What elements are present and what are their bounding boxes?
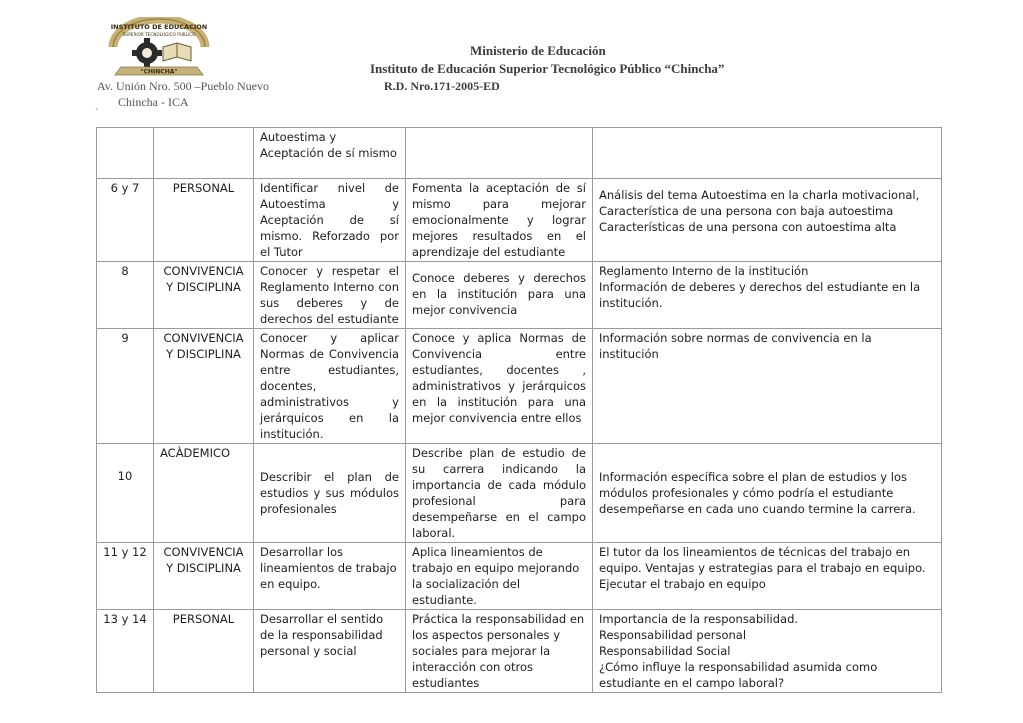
area-cell: ACÀDEMICO (154, 444, 254, 543)
session-number-cell: 11 y 12 (97, 543, 154, 610)
area-cell: CONVIVENCIA Y DISCIPLINA (154, 262, 254, 329)
session-number-cell: 9 (97, 329, 154, 444)
achievement-cell: Práctica la responsabilidad en los aspectos personales y sociales para mejorar la interacción con otros estudiantes (406, 610, 593, 693)
session-number-cell: 13 y 14 (97, 610, 154, 693)
objective-cell: Identificar nivel de Autoestima y Aceptación de sí mismo. Reforzado por el Tutor (254, 179, 406, 262)
content-line: Análisis del tema Autoestima en la charla motivacional, (599, 188, 920, 202)
content-cell (593, 179, 942, 262)
content-line: Características de una persona con autoestima alta (599, 220, 897, 234)
content-cell (593, 262, 942, 329)
objective-cell: Describir el plan de estudios y sus módulos profesionales (254, 444, 406, 543)
book-icon (163, 43, 191, 61)
area-cell: PERSONAL (154, 610, 254, 693)
content-cell (593, 329, 942, 444)
content-line: Característica de una persona con baja autoestima (599, 204, 894, 218)
table-row (97, 128, 942, 179)
logo-sub-text: SUPERIOR TECNOLOGICO PUBLICO (122, 32, 196, 37)
content-line: Información específica sobre el plan de estudios y los módulos profesionales y cómo podría el estudiante desempeñarse en cada uno cuando termine la carrera. (599, 470, 916, 516)
table-row (97, 262, 942, 329)
content-cell (593, 610, 942, 693)
achievement-cell: Describe plan de estudio de su carrera indicando la importancia de cada módulo profesional para desempeñarse en el campo laboral. (406, 444, 593, 543)
institution-logo (107, 17, 211, 85)
achievement-cell (406, 128, 593, 179)
content-line: Responsabilidad personal (599, 628, 747, 642)
content-line: El tutor da los lineamientos de técnicas del trabajo en equipo. Ventajas y estrategias para el trabajo en equipo. (599, 545, 926, 575)
table-row (97, 179, 942, 262)
objective-cell: Conocer y respetar el Reglamento Interno con sus deberes y de derechos del estudiante (254, 262, 406, 329)
content-line: Responsabilidad Social (599, 644, 731, 658)
content-line: Reglamento Interno de la institución (599, 264, 809, 278)
area-cell: PERSONAL (154, 179, 254, 262)
content-cell (593, 543, 942, 610)
header-address-line2: Chincha - ICA (118, 95, 189, 109)
table-row (97, 329, 942, 444)
table-row (97, 543, 942, 610)
content-line: ¿Cómo influye la responsabilidad asumida como estudiante en el campo laboral? (599, 660, 878, 690)
achievement-cell: Conoce y aplica Normas de Convivencia entre estudiantes, docentes , administrativos y jerárquicos en la institución para una mejor convivencia entre ellos (406, 329, 593, 444)
objective-cell: Desarrollar el sentido de la responsabilidad personal y social (254, 610, 406, 693)
header-instituto: Instituto de Educación Superior Tecnológico Público “Chincha” (370, 61, 725, 76)
header-ministerio: Ministerio de Educación (470, 43, 606, 58)
content-cell (593, 128, 942, 179)
content-line: Información sobre normas de convivencia en la institución (599, 331, 872, 361)
session-number-cell: 8 (97, 262, 154, 329)
achievement-cell: Aplica lineamientos de trabajo en equipo mejorando la socialización del estudiante. (406, 543, 593, 610)
gear-icon (132, 38, 162, 68)
content-cell (593, 444, 942, 543)
stray-mark: ` (95, 108, 99, 119)
table-row (97, 610, 942, 693)
area-cell (154, 128, 254, 179)
session-number-cell: 6 y 7 (97, 179, 154, 262)
objective-cell: Conocer y aplicar Normas de Convivencia entre estudiantes, docentes, administrativos y jerárquicos en la institución. (254, 329, 406, 444)
achievement-cell: Conoce deberes y derechos en la institución para una mejor convivencia (406, 262, 593, 329)
area-cell: CONVIVENCIA Y DISCIPLINA (154, 329, 254, 444)
logo-top-text: INSTITUTO DE EDUCACION (110, 23, 208, 31)
session-number-cell (97, 128, 154, 179)
table-row (97, 444, 942, 543)
achievement-cell: Fomenta la aceptación de sí mismo para mejorar emocionalmente y lograr mejores resultados en el aprendizaje del estudiante (406, 179, 593, 262)
session-number-cell: 10 (97, 444, 154, 543)
content-line: Importancia de la responsabilidad. (599, 612, 799, 626)
content-line: Información de deberes y derechos del estudiante en la institución. (599, 280, 921, 310)
objective-cell: Desarrollar los lineamientos de trabajo en equipo. (254, 543, 406, 610)
objective-cell: Autoestima y Aceptación de sí mismo (254, 128, 406, 179)
content-line: Ejecutar el trabajo en equipo (599, 577, 766, 591)
tutoring-plan-table (96, 127, 942, 693)
header-address-line1: Av. Unión Nro. 500 –Pueblo Nuevo (97, 79, 269, 93)
area-cell: CONVIVENCIA Y DISCIPLINA (154, 543, 254, 610)
logo-banner-text: "CHINCHA" (140, 68, 178, 76)
header-resolution: R.D. Nro.171-2005-ED (384, 79, 500, 93)
